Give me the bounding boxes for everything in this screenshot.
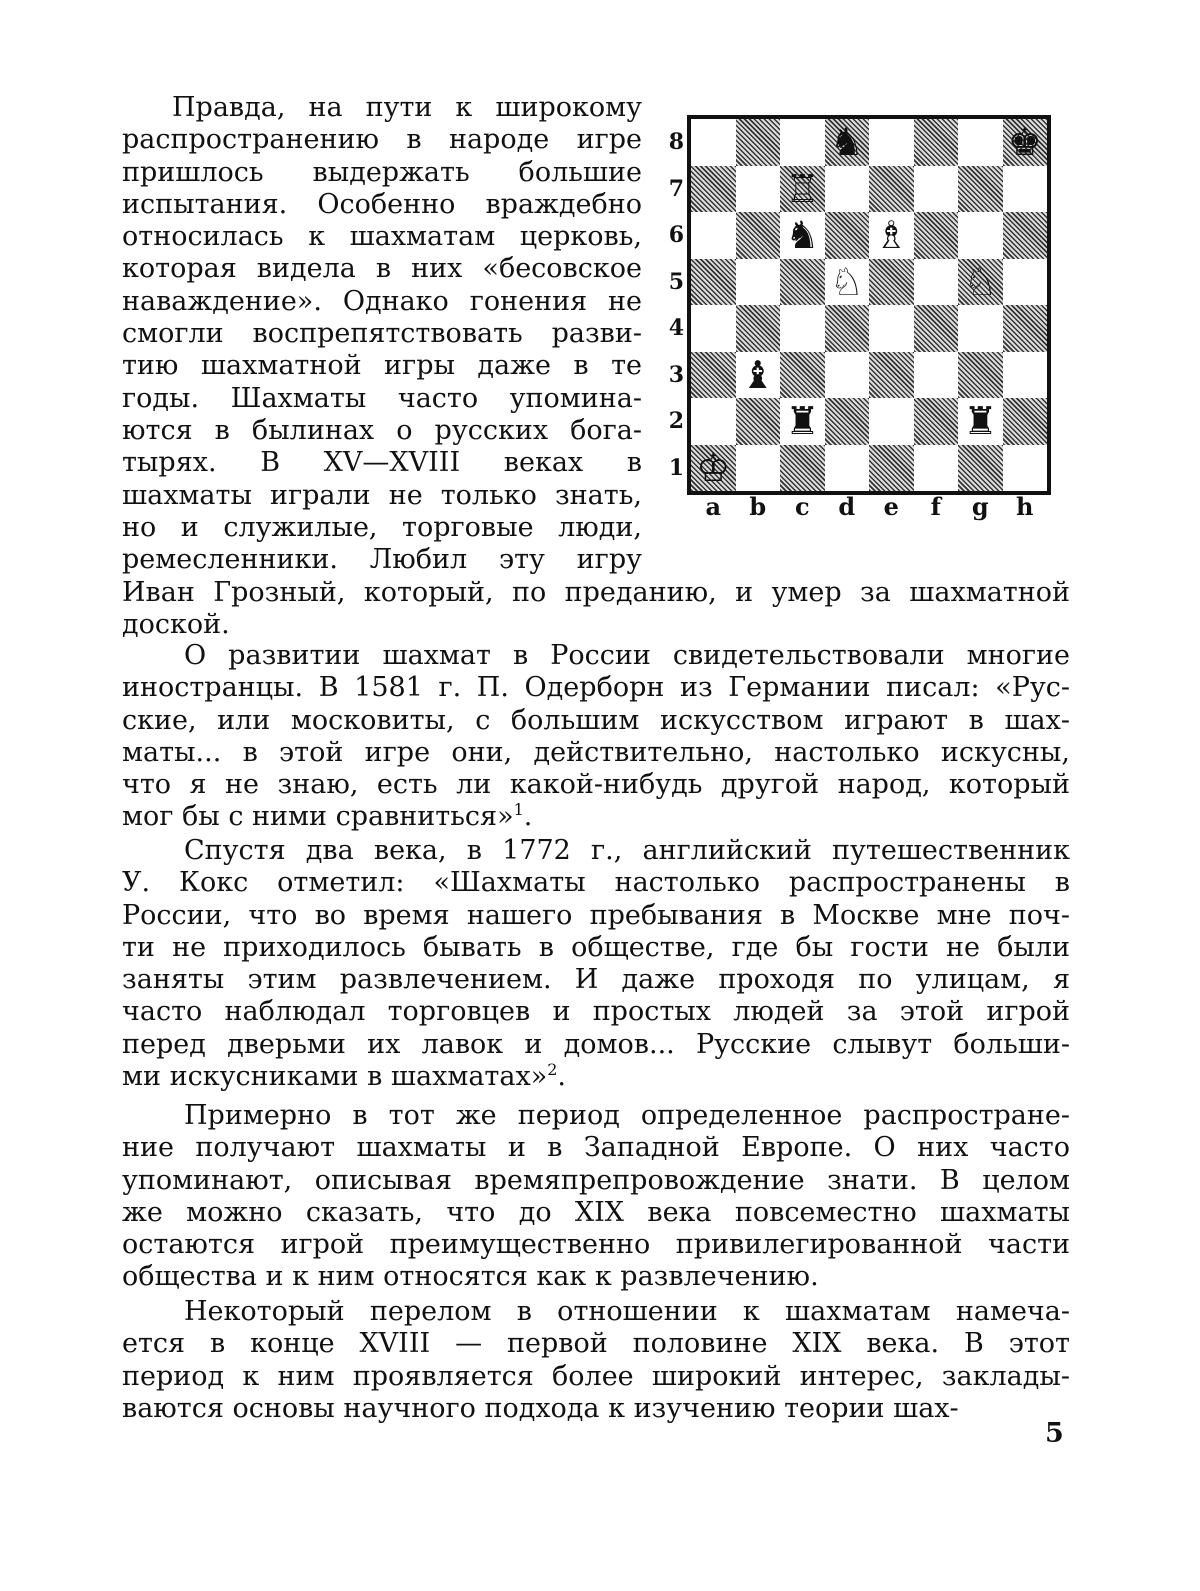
text-line: тию шахматной игры даже в те — [122, 350, 642, 382]
square-h3 — [1003, 352, 1048, 399]
text-line: ские, или московиты, с большим искусством играют в шах- — [122, 704, 1070, 736]
text-line: распространению в народе игре — [122, 124, 642, 156]
square-g4 — [958, 305, 1003, 352]
square-d3 — [825, 352, 870, 399]
square-f3 — [914, 352, 959, 399]
text-line: иностранцы. В 1581 г. П. Одерборн из Германии писал: «Рус- — [122, 672, 1070, 704]
text-line: часто наблюдал торговцев и простых людей за этой игрой — [122, 996, 1070, 1028]
square-f5 — [914, 259, 959, 306]
text-line: Правда, на пути к широкому — [172, 92, 642, 123]
file-label: d — [838, 492, 856, 521]
black-rook-c2-icon: ♜ — [785, 399, 820, 444]
text-line: остаются игрой преимущественно привилегированной части — [122, 1229, 1070, 1261]
square-h1 — [1003, 445, 1048, 492]
square-b4 — [736, 305, 781, 352]
square-f8 — [914, 119, 959, 166]
text-line: ми искусниками в шахматах»$^2$. — [122, 1060, 566, 1093]
rank-label: 6 — [668, 222, 684, 248]
square-e4 — [869, 305, 914, 352]
square-e3 — [869, 352, 914, 399]
white-knight-g5-icon: ♘ — [963, 259, 998, 304]
text-line: же можно сказать, что до XIX века повсеместно шахматы — [122, 1196, 1070, 1228]
chess-board — [687, 115, 1051, 495]
text-line: У. Кокс отметил: «Шахматы настолько распространены в — [122, 867, 1070, 899]
file-label: f — [930, 492, 941, 521]
square-e8 — [869, 119, 914, 166]
square-d7 — [825, 166, 870, 213]
square-a3 — [691, 352, 736, 399]
text-line: наваждение». Однако гонения не — [122, 285, 642, 317]
text-line: период к ним проявляется более широкий интерес, заклады- — [122, 1360, 1070, 1392]
square-h4 — [1003, 305, 1048, 352]
text-line: ется в конце XVIII — первой половине XIX века. В этот — [122, 1328, 1070, 1360]
file-label: b — [749, 492, 767, 521]
square-a4 — [691, 305, 736, 352]
footnote-reference: 1 — [513, 800, 524, 820]
square-e7 — [869, 166, 914, 213]
text-line: Спустя два века, в 1772 г., английский путешественник — [184, 835, 1070, 866]
text-line: что я не знаю, есть ли какой-нибудь другой народ, который — [122, 769, 1070, 801]
square-f6 — [914, 212, 959, 259]
file-label: a — [705, 492, 722, 521]
text-line: но и служилые, торговые люди, — [122, 511, 642, 543]
square-b2 — [736, 398, 781, 445]
text-line: ваются основы научного подхода к изучению теории шах- — [122, 1392, 959, 1424]
footnote-reference: 2 — [547, 1060, 558, 1080]
square-d2 — [825, 398, 870, 445]
text-line: ние получают шахматы и в Западной Европе. О них часто — [122, 1132, 1070, 1164]
black-knight-c6-icon: ♞ — [785, 213, 820, 258]
square-g6 — [958, 212, 1003, 259]
square-a8 — [691, 119, 736, 166]
text-line: перед дверьми их лавок и домов... Русские слывут больши- — [122, 1028, 1070, 1060]
square-f7 — [914, 166, 959, 213]
square-e1 — [869, 445, 914, 492]
square-c8 — [780, 119, 825, 166]
text-line: годы. Шахматы часто упомина- — [122, 382, 642, 414]
text-line: мог бы с ними сравниться»$^1$. — [122, 800, 533, 833]
text-line: общества и к ним относятся как к развлечению. — [122, 1261, 819, 1293]
white-king-a1-icon: ♔ — [696, 445, 731, 490]
square-f4 — [914, 305, 959, 352]
square-h2 — [1003, 398, 1048, 445]
square-h6 — [1003, 212, 1048, 259]
square-c4 — [780, 305, 825, 352]
paragraph-3 — [122, 835, 1070, 1093]
black-king-h8-icon: ♚ — [1007, 120, 1042, 165]
text-line: которая видела в них «бесовское — [122, 253, 642, 285]
square-f1 — [914, 445, 959, 492]
rank-label: 7 — [668, 175, 684, 202]
square-b1 — [736, 445, 781, 492]
square-b5 — [736, 259, 781, 306]
text-line: упоминают, описывая времяпрепровождение знати. В целом — [122, 1164, 1070, 1196]
paragraph-1-continuation — [122, 577, 1070, 642]
text-line: заняты этим развлечением. И даже проходя по улицам, я — [122, 964, 1070, 996]
text-line: пришлось выдержать большие — [122, 156, 642, 188]
square-b6 — [736, 212, 781, 259]
text-line: Примерно в тот же период определенное распростране- — [184, 1100, 1070, 1131]
rank-label: 5 — [668, 268, 684, 295]
white-rook-c7-icon: ♖ — [785, 166, 820, 211]
square-h7 — [1003, 166, 1048, 213]
text-line: шахматы играли не только знать, — [122, 479, 642, 511]
paragraph-4 — [122, 1100, 1070, 1294]
text-line: ремесленники. Любил эту игру — [122, 544, 642, 576]
file-label: g — [971, 492, 989, 521]
file-label: c — [794, 492, 810, 521]
text-line: ются в былинах о русских бога- — [122, 414, 642, 446]
rank-label: 8 — [668, 129, 684, 155]
black-bishop-b3-icon: ♝ — [740, 352, 775, 397]
square-b7 — [736, 166, 781, 213]
rank-label: 4 — [668, 315, 684, 341]
file-label: h — [1016, 492, 1034, 521]
square-g7 — [958, 166, 1003, 213]
text-line: ти не приходилось бывать в обществе, где бы гости не были — [122, 931, 1070, 963]
text-line: тырях. В XV—XVIII веках в — [122, 447, 642, 479]
square-d1 — [825, 445, 870, 492]
square-d4 — [825, 305, 870, 352]
square-a6 — [691, 212, 736, 259]
text-line: Некоторый перелом в отношении к шахматам намеча- — [184, 1296, 1070, 1327]
white-bishop-e6-icon: ♗ — [874, 213, 909, 258]
square-g3 — [958, 352, 1003, 399]
rank-label: 3 — [668, 361, 684, 388]
square-a5 — [691, 259, 736, 306]
text-line: доской. — [122, 609, 230, 641]
square-c1 — [780, 445, 825, 492]
square-a7 — [691, 166, 736, 213]
rank-label: 1 — [668, 454, 684, 481]
rank-label: 2 — [668, 408, 684, 434]
white-knight-d5-icon: ♘ — [829, 259, 864, 304]
square-e5 — [869, 259, 914, 306]
text-line: О развитии шахмат в России свидетельствовали многие — [184, 640, 1070, 671]
square-h5 — [1003, 259, 1048, 306]
black-rook-g2-icon: ♜ — [963, 399, 998, 444]
square-b8 — [736, 119, 781, 166]
text-line: смогли воспрепятствовать разви- — [122, 318, 642, 350]
square-e2 — [869, 398, 914, 445]
page-number: 5 — [1045, 1418, 1064, 1449]
square-a2 — [691, 398, 736, 445]
text-line: маты... в этой игре они, действительно, настолько искусны, — [122, 736, 1070, 768]
text-line: России, что во время нашего пребывания в Москве мне поч- — [122, 899, 1070, 931]
square-g8 — [958, 119, 1003, 166]
square-c5 — [780, 259, 825, 306]
square-c3 — [780, 352, 825, 399]
square-d6 — [825, 212, 870, 259]
square-f2 — [914, 398, 959, 445]
chess-diagram — [662, 108, 1062, 528]
file-label: e — [883, 492, 899, 521]
paragraph-5 — [122, 1296, 1070, 1425]
text-line: Иван Грозный, который, по преданию, и умер за шахматной — [122, 577, 1070, 608]
square-g1 — [958, 445, 1003, 492]
text-line: испытания. Особенно враждебно — [122, 188, 642, 220]
paragraph-1 — [122, 92, 642, 576]
paragraph-2 — [122, 640, 1070, 834]
black-knight-d8-icon: ♞ — [829, 120, 864, 165]
text-line: относилась к шахматам церковь, — [122, 221, 642, 253]
